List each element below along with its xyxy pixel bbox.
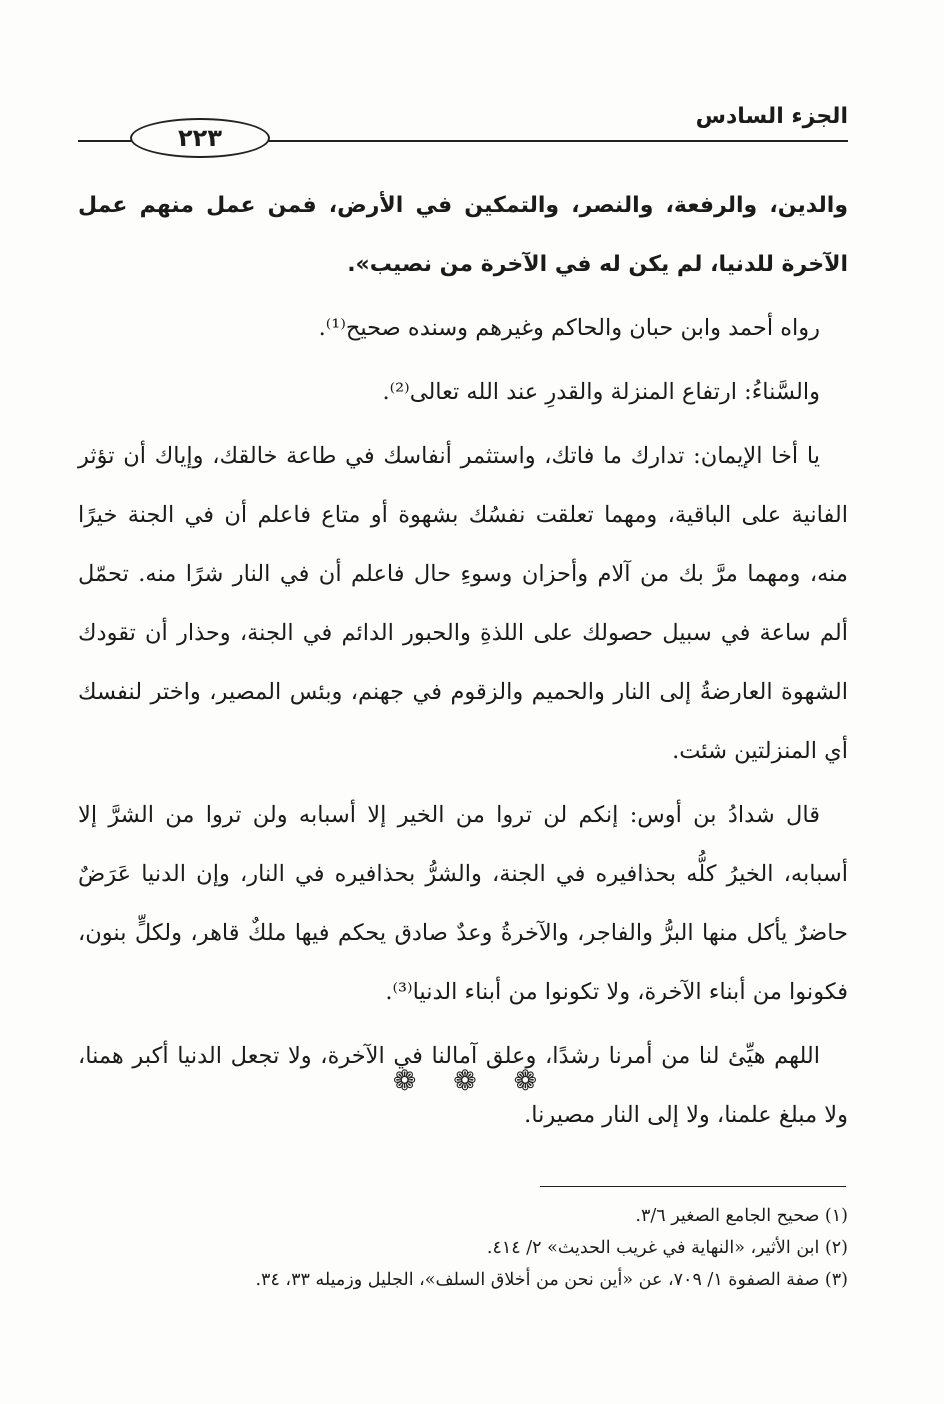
chapter-title: الجزء السادس: [695, 104, 848, 129]
body-text: [78, 176, 848, 1150]
paragraph-exhortation: يا أخا الإيمان: تدارك ما فاتك، واستثمر أنفاسك في طاعة خالقك، وإياك أن تؤثر الفانية على الباقية، ومهما تعلقت نفسُك بشهوة أو متاع فاعلم أن في الجنة خيرًا منه، ومهما مرَّ بك من آلام وأحزان وسوءِ حال فاعلم أن في النار شرًا منه. تحمّل ألم ساعة في سبيل حصولك على اللذةِ والحبور الدائم في الجنة، وحذار أن تقودك الشهوة العارضةُ إلى النار والحميم والزقوم في جهنم، وبئس المصير، واختر لنفسك أي المنزلتين شئت.: [78, 443, 848, 764]
footnote-separator: [540, 1186, 846, 1187]
paragraph-definition: والسَّناءُ: ارتفاع المنزلة والقدرِ عند الله تعالى⁽²⁾.: [382, 379, 820, 405]
footnote-3: (٣) صفة الصفوة ١/ ٧٠٩، عن «أين نحن من أخلاق السلف»، الجليل وزميله ٣٣، ٣٤.: [255, 1270, 848, 1290]
footnotes: [78, 1200, 848, 1296]
paragraph-narration: رواه أحمد وابن حبان والحاكم وغيرهم وسنده صحيح⁽¹⁾.: [318, 315, 820, 341]
paragraph-supplication: اللهم هيِّئ لنا من أمرنا رشدًا، وعلق آمالنا في الآخرة، ولا تجعل الدنيا أكبر همنا، ولا مبلغ علمنا، ولا إلى النار مصيرنا.: [78, 1043, 848, 1128]
section-ornament: ❁ ❁ ❁: [392, 1064, 552, 1097]
running-header: [78, 102, 848, 162]
footnote-2: (٢) ابن الأثير، «النهاية في غريب الحديث» ٢/ ٤١٤.: [486, 1238, 848, 1258]
paragraph-shaddad-quote: قال شدادُ بن أوس: إنكم لن تروا من الخير إلا أسبابه ولن تروا من الشرَّ إلا أسبابه، الخيرُ كلُّه بحذافيره في الجنة، والشرُّ بحذافيره في النار، وإن الدنيا عَرَضٌ حاضرٌ يأكل منها البرُّ والفاجر، والآخرةُ وعدٌ صادق يحكم فيها ملكٌ قاهر، ولكلٍّ بنون، فكونوا من أبناء الآخرة، ولا تكونوا من أبناء الدنيا⁽³⁾.: [78, 802, 848, 1005]
page-number-badge: ٢٢٣: [130, 118, 270, 158]
footnote-1: (١) صحيح الجامع الصغير ٣/٦.: [635, 1206, 848, 1226]
paragraph-hadith-ending: والدين، والرفعة، والنصر، والتمكين في الأرض، فمن عمل منهم عمل الآخرة للدنيا، لم يكن له في الآخرة من نصيب».: [78, 193, 848, 277]
